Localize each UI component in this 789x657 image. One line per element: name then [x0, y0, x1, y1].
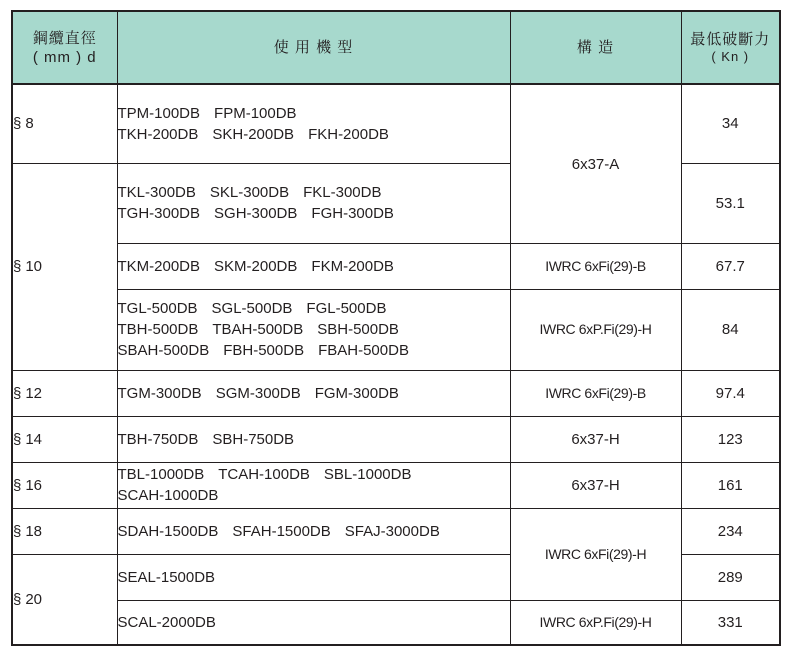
- models-cell: [117, 84, 510, 163]
- models-cell: [117, 370, 510, 416]
- force-cell: 67.7: [681, 244, 780, 290]
- model-name: TBH-750DB: [117, 430, 199, 448]
- model-line: [118, 103, 510, 124]
- models-cell: [117, 601, 510, 645]
- construction-cell: 6x37-A: [510, 84, 681, 244]
- models-cell: [117, 163, 510, 243]
- section-symbol: §: [13, 591, 22, 609]
- force-cell: 34: [681, 84, 780, 163]
- diameter-value: 14: [25, 430, 43, 448]
- model-name: SKL-300DB: [209, 184, 290, 202]
- force-cell: 53.1: [681, 163, 780, 243]
- header-models: 使 用 機 型: [117, 11, 510, 84]
- diameter-value: 12: [25, 384, 43, 402]
- model-name: TBH-500DB: [117, 321, 199, 339]
- diameter-cell: [12, 508, 117, 554]
- model-name: FBAH-500DB: [318, 342, 409, 360]
- section-symbol: §: [13, 523, 22, 541]
- construction-cell: IWRC 6xFi(29)-B: [510, 370, 681, 416]
- model-name: FPM-100DB: [214, 104, 297, 122]
- diameter-cell: [12, 462, 117, 508]
- construction-cell: IWRC 6xP.Fi(29)-H: [510, 601, 681, 645]
- section-symbol: §: [13, 476, 22, 494]
- section-symbol: §: [13, 384, 22, 402]
- model-name: SBH-750DB: [212, 430, 295, 448]
- model-name: TBL-1000DB: [117, 466, 205, 484]
- model-name: SFAH-1500DB: [232, 523, 331, 541]
- diameter-value: 18: [25, 523, 43, 541]
- model-name: SBL-1000DB: [323, 466, 412, 484]
- model-name: TKH-200DB: [117, 125, 199, 143]
- construction-cell: IWRC 6xFi(29)-H: [510, 508, 681, 600]
- table-row: [12, 508, 780, 554]
- diameter-value: 10: [25, 258, 43, 276]
- wire-rope-spec-table: [11, 10, 781, 646]
- model-line: [118, 485, 510, 506]
- model-line: [118, 429, 510, 450]
- model-name: SKM-200DB: [214, 258, 298, 276]
- model-name: SEAL-1500DB: [117, 569, 216, 587]
- models-cell: [117, 416, 510, 462]
- header-diameter: [12, 11, 117, 84]
- models-cell: [117, 462, 510, 508]
- model-name: SBAH-500DB: [117, 342, 210, 360]
- force-cell: 161: [681, 462, 780, 508]
- model-name: SBH-500DB: [317, 321, 399, 339]
- model-name: SCAH-1000DB: [117, 487, 219, 505]
- model-name: TBAH-500DB: [212, 321, 304, 339]
- model-name: FGL-500DB: [306, 300, 387, 318]
- diameter-value: 20: [25, 591, 43, 609]
- header-force-unit: ( Kn ): [711, 49, 750, 64]
- model-name: SFAJ-3000DB: [344, 523, 440, 541]
- section-symbol: §: [13, 430, 22, 448]
- construction-cell: 6x37-H: [510, 416, 681, 462]
- diameter-value: 8: [25, 115, 34, 133]
- model-name: TKL-300DB: [117, 184, 196, 202]
- diameter-cell: [12, 416, 117, 462]
- models-cell: [117, 244, 510, 290]
- model-line: [118, 203, 510, 224]
- model-line: [118, 124, 510, 145]
- model-line: [118, 521, 510, 542]
- model-name: FGH-300DB: [311, 205, 394, 223]
- force-cell: 97.4: [681, 370, 780, 416]
- models-cell: [117, 555, 510, 601]
- diameter-cell: [12, 84, 117, 163]
- header-diameter-unit: ( mm ) d: [32, 48, 97, 66]
- model-name: TCAH-100DB: [218, 466, 310, 484]
- force-cell: 84: [681, 290, 780, 370]
- table-row: [12, 244, 780, 290]
- model-name: TKM-200DB: [117, 258, 201, 276]
- model-line: [118, 567, 510, 588]
- model-line: [118, 464, 510, 485]
- model-name: FGM-300DB: [314, 384, 399, 402]
- table-row: [12, 462, 780, 508]
- construction-cell: IWRC 6xP.Fi(29)-H: [510, 290, 681, 370]
- model-name: TGH-300DB: [117, 205, 201, 223]
- model-name: SGL-500DB: [211, 300, 293, 318]
- header-row: [12, 11, 780, 84]
- models-cell: [117, 508, 510, 554]
- model-name: SGH-300DB: [214, 205, 298, 223]
- table-row: [12, 370, 780, 416]
- model-name: FBH-500DB: [223, 342, 305, 360]
- header-force-label: 最低破斷力: [690, 31, 771, 48]
- diameter-cell: [12, 555, 117, 645]
- model-name: TGL-500DB: [117, 300, 198, 318]
- diameter-cell: [12, 370, 117, 416]
- model-name: TPM-100DB: [117, 104, 201, 122]
- model-line: [118, 612, 510, 633]
- model-name: FKH-200DB: [308, 125, 389, 143]
- model-name: TGM-300DB: [117, 384, 202, 402]
- model-name: SDAH-1500DB: [117, 523, 219, 541]
- model-name: SGM-300DB: [215, 384, 301, 402]
- model-line: [118, 340, 510, 361]
- model-line: [118, 383, 510, 404]
- section-symbol: §: [13, 258, 22, 276]
- construction-cell: 6x37-H: [510, 462, 681, 508]
- table-row: [12, 601, 780, 645]
- model-line: [118, 256, 510, 277]
- force-cell: 331: [681, 601, 780, 645]
- model-name: FKM-200DB: [311, 258, 394, 276]
- model-name: SCAL-2000DB: [117, 614, 216, 632]
- force-cell: 123: [681, 416, 780, 462]
- models-cell: [117, 290, 510, 370]
- section-symbol: §: [13, 115, 22, 133]
- diameter-value: 16: [25, 476, 43, 494]
- table-row: [12, 290, 780, 370]
- model-name: SKH-200DB: [212, 125, 295, 143]
- header-diameter-label: 鋼纜直徑: [32, 29, 97, 47]
- header-construction: 構 造: [510, 11, 681, 84]
- force-cell: 234: [681, 508, 780, 554]
- table-row: [12, 84, 780, 163]
- model-line: [118, 182, 510, 203]
- construction-cell: IWRC 6xFi(29)-B: [510, 244, 681, 290]
- diameter-cell: [12, 163, 117, 370]
- force-cell: 289: [681, 555, 780, 601]
- table-row: [12, 416, 780, 462]
- model-name: FKL-300DB: [303, 184, 382, 202]
- header-min-breaking-force: [681, 11, 780, 84]
- model-line: [118, 298, 510, 319]
- model-line: [118, 319, 510, 340]
